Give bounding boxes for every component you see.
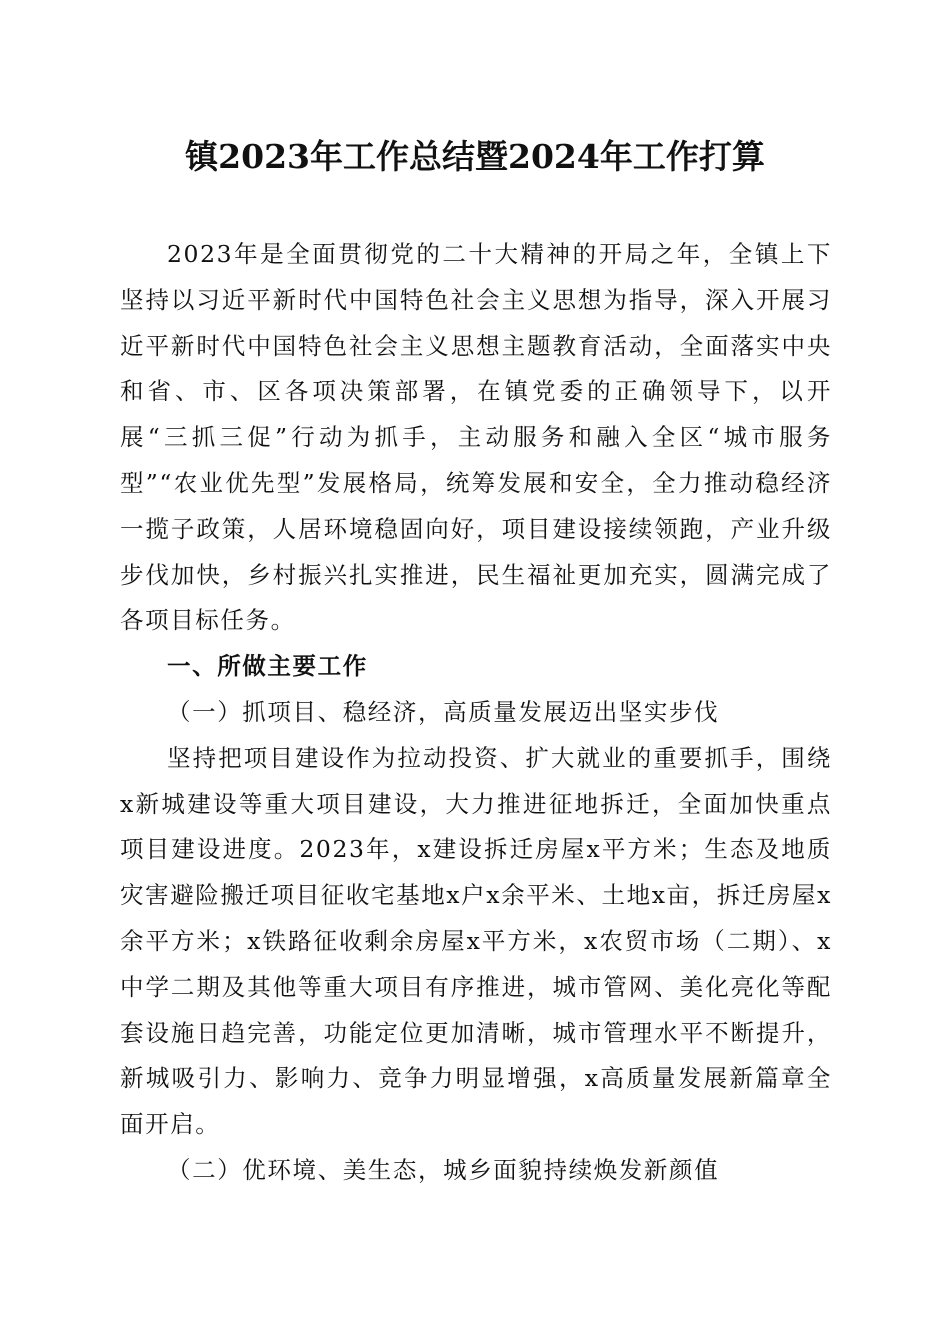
intro-paragraph: 2023年是全面贯彻党的二十大精神的开局之年，全镇上下坚持以习近平新时代中国特色社会主义思想为指导，深入开展习近平新时代中国特色社会主义思想主题教育活动，全面落实中央和省、市、区各项决策部署，在镇党委的正确领导下，以开展“三抓三促”行动为抓手，主动服务和融入全区“城市服务型”“农业优先型”发展格局，统筹发展和安全，全力推动稳经济一揽子政策，人居环境稳固向好，项目建设接续领跑，产业升级步伐加快，乡村振兴扎实推进，民生福祉更加充实，圆满完成了各项目标任务。	[120, 240, 832, 635]
section-heading-main-work: 一、所做主要工作	[167, 652, 368, 681]
projects-paragraph: 坚持把项目建设作为拉动投资、扩大就业的重要抓手，围绕x新城建设等重大项目建设，大力推进征地拆迁，全面加快重点项目建设进度。2023年，x建设拆迁房屋x平方米；生态及地质灾害避险搬迁项目征收宅基地x户x余平米、土地x亩，拆迁房屋x余平方米；x铁路征收剩余房屋x平方米，x农贸市场（二期）、x中学二期及其他等重大项目有序推进，城市管网、美化亮化等配套设施日趋完善，功能定位更加清晰，城市管理水平不断提升，新城吸引力、影响力、竞争力明显增强，x高质量发展新篇章全面开启。	[120, 743, 833, 1139]
subsection-heading-projects: （一）抓项目、稳经济，高质量发展迈出坚实步伐	[167, 697, 720, 726]
document-body	[120, 232, 832, 1194]
subsection-heading-environment: （二）优环境、美生态，城乡面貌持续焕发新颜值	[167, 1155, 720, 1184]
document-title: 镇2023年工作总结暨2024年工作打算	[185, 137, 765, 176]
